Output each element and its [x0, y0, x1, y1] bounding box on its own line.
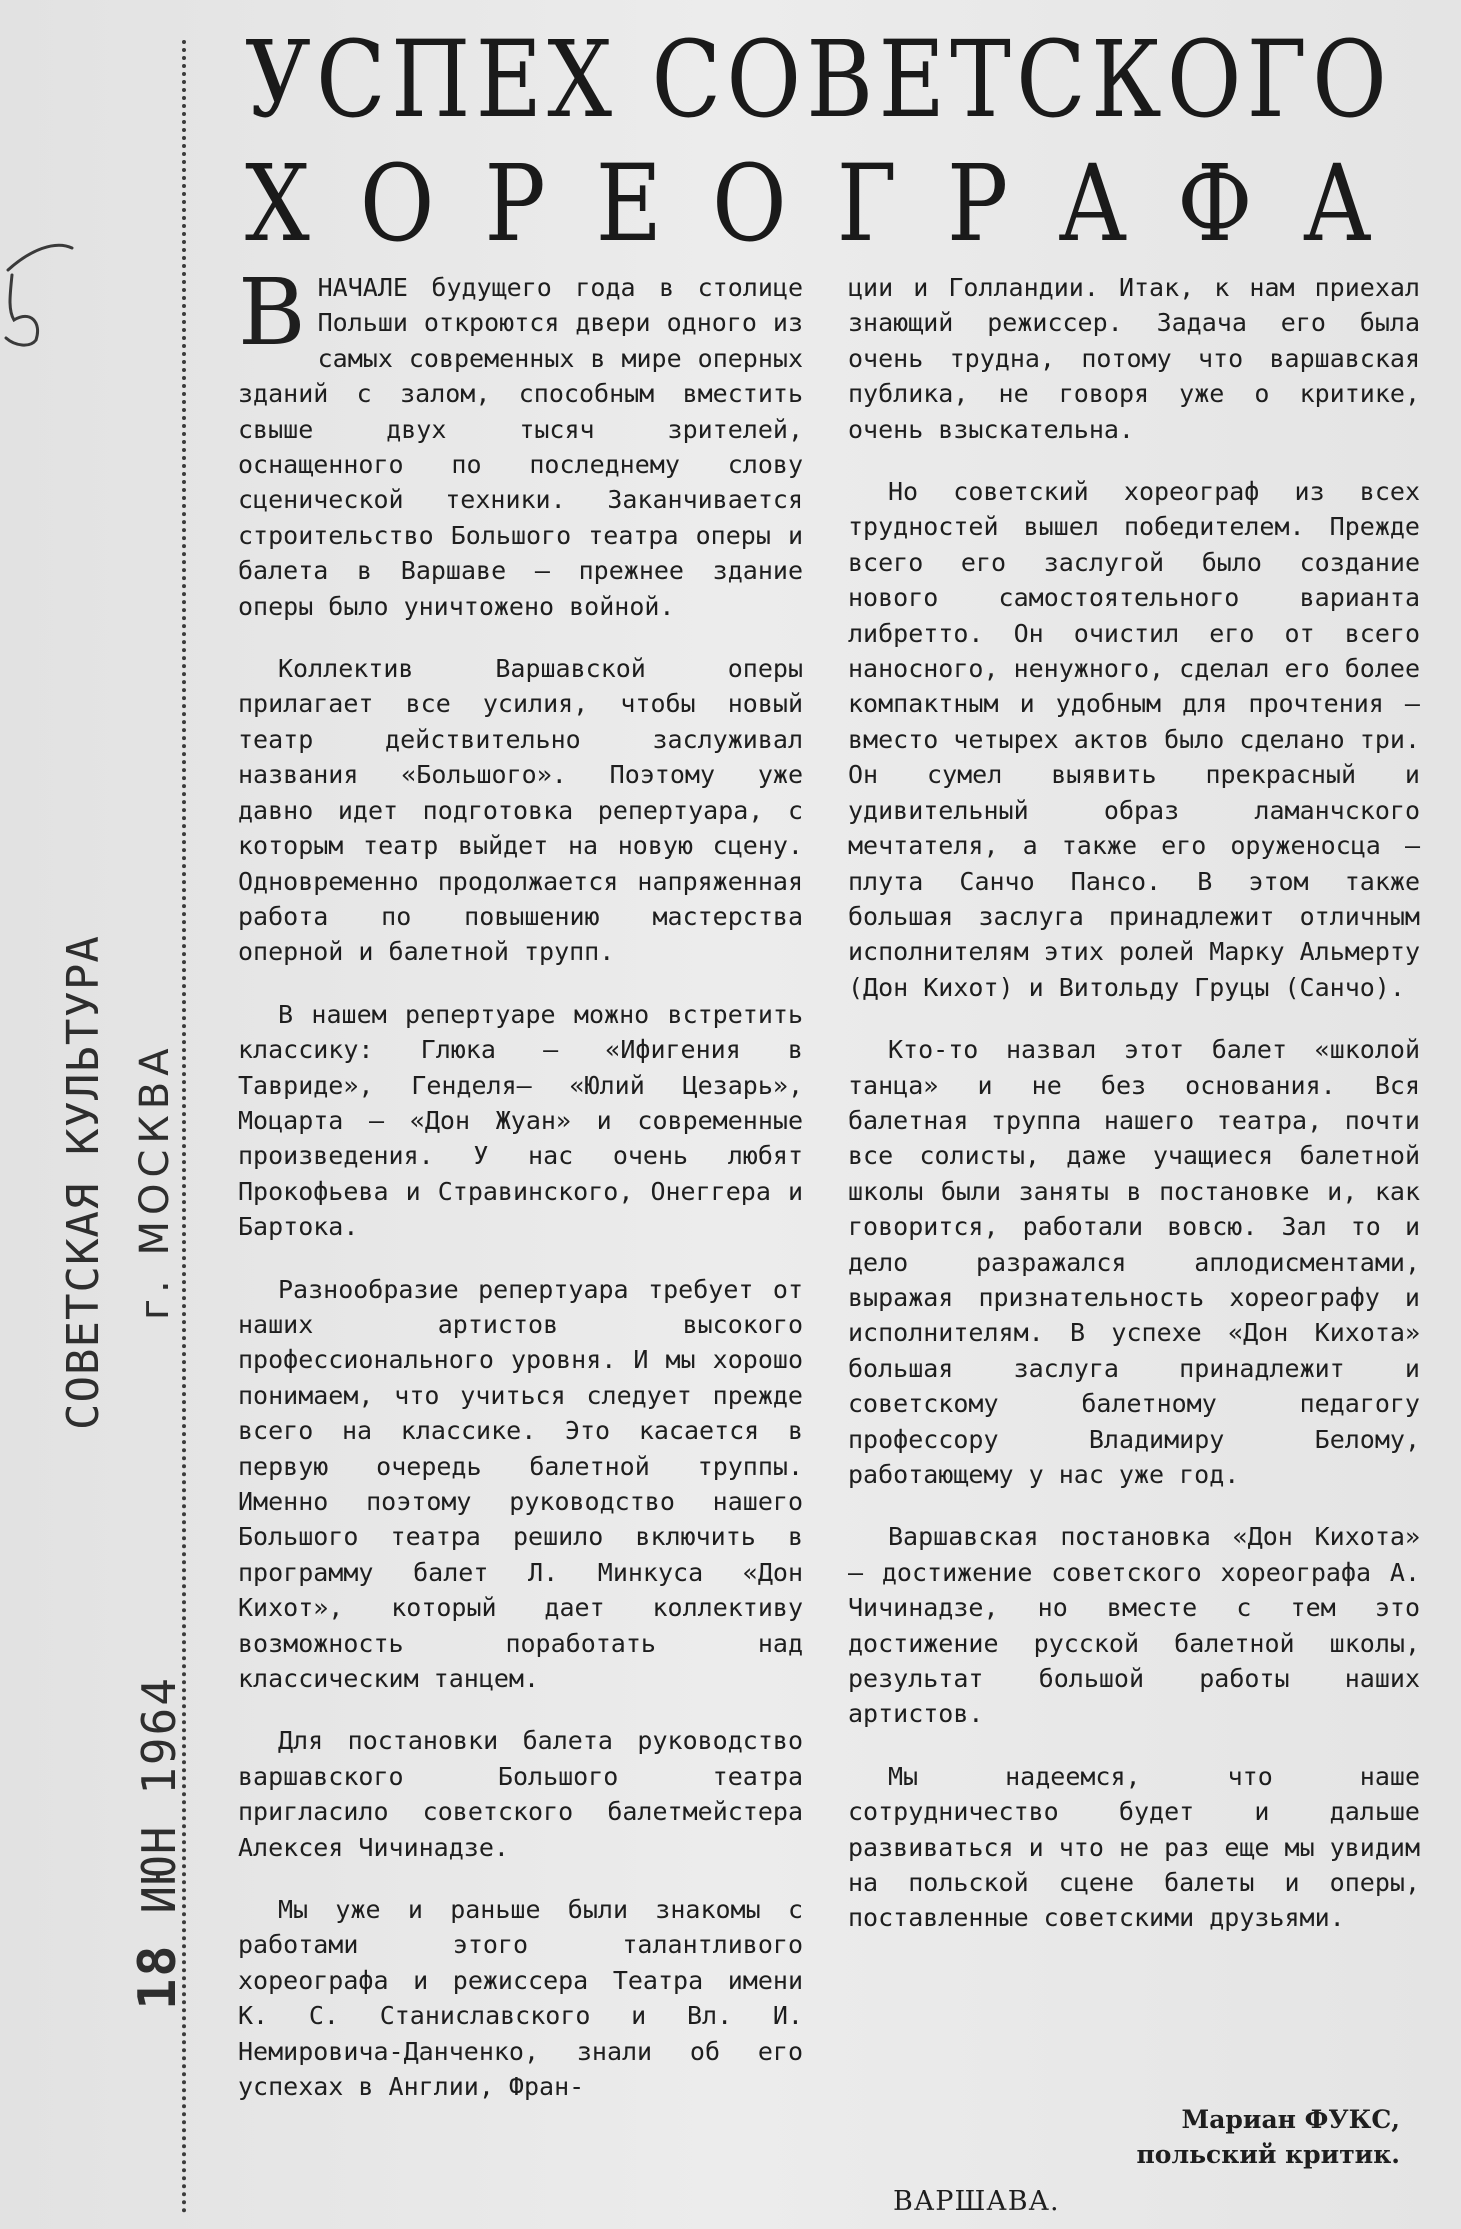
stamp-month-year: ИЮН 1964: [132, 1676, 186, 1914]
paragraph: Мы уже и раньше были знакомы с работами этого талантливого хореографа и режиссера Театра имени К. С. Станиславского и Вл. И. Немировича-Данченко, знали об его успехах в Англии, Фран-: [238, 1895, 803, 2102]
stamp-city: г. МОСКВА: [132, 1042, 178, 1320]
author-title: польский критик.: [1136, 2140, 1400, 2169]
paragraph: Для постановки балета руководство варшавского Большого театра пригласило советского балетмейстера Алексея Чичинадзе.: [238, 1726, 803, 1862]
paragraph: Разнообразие репертуара требует от наших артистов высокого профессионального уровня. И мы хорошо понимаем, что учиться следует прежде всего на классике. Это касается в первую очередь балетной труппы. Именно поэтому руководство нашего Большого театра решило включить в программу балет Л. Минкуса «Дон Кихот», который дает коллективу возможность поработать над классическим танцем.: [238, 1274, 803, 1694]
paragraph: Варшавская постановка «Дон Кихота» — достижение советского хореографа А. Чичинадзе, но вместе с тем это достижение русской балетной школы, результат большой работы наших артистов.: [848, 1522, 1420, 1729]
article-left-column: [238, 259, 803, 2132]
paragraph-continuation: ции и Голландии. Итак, к нам приехал знающий режиссер. Задача его была очень трудна, потому что варшавская публика, не говоря уже о критике, очень взыскательна.: [848, 273, 1420, 444]
paragraph: ВНАЧАЛЕ будущего года в столице Польши откроются двери одного из самых современных в мире оперных зданий с залом, способным вместить свыше двух тысяч зрителей, оснащенного по последнему слову сценической техники. Заканчивается строительство Большого театра оперы и балета в Варшаве — прежнее здание оперы было уничтожено войной.: [238, 259, 803, 621]
paragraph: Кто-то назвал этот балет «школой танца» и не без основания. Вся балетная труппа нашего театра, почти все солисты, даже учащиеся балетной школы были заняты в постановке и, как говорится, работали вовсю. Зал то и дело разражался аплодисментами, выражая признательность хореографу и исполнителям. В успехе «Дон Кихота» большая заслуга принадлежит и советскому балетному педагогу профессору Владимиру Белому, работающему у нас уже год.: [848, 1035, 1420, 1489]
pencil-number-mark: [0, 230, 80, 350]
archive-stamp: [20, 900, 188, 2080]
article-right-column: [848, 270, 1420, 1963]
paragraph: Коллектив Варшавской оперы прилагает все усилия, чтобы новый театр действительно заслуживал названия «Большого». Поэтому уже давно идет подготовка репертуара, с которым театр выйдет на новую сцену. Одновременно продолжается напряженная работа по повышению мастерства оперной и балетной трупп.: [238, 654, 803, 967]
author-signature: [1000, 2102, 1400, 2172]
dotted-divider: [182, 40, 186, 2215]
stamp-date: [128, 1676, 188, 2010]
headline: [245, 18, 1422, 266]
paragraph: В нашем репертуаре можно встретить классику: Глюка — «Ифигения в Тавриде», Генделя— «Юлий Цезарь», Моцарта — «Дон Жуан» и современные произведения. У нас очень любят Прокофьева и Стравинского, Онеггера и Бартока.: [238, 999, 803, 1242]
dateline: ВАРШАВА.: [893, 2186, 1060, 2217]
paragraph: Мы надеемся, что наше сотрудничество будет и дальше развиваться и что не раз еще мы увидим на польской сцене балеты и оперы, поставленные советскими друзьями.: [848, 1761, 1420, 1933]
headline-line-2: ХОРЕОГРАФА: [245, 142, 1422, 265]
author-name: Мариан ФУКС,: [1181, 2105, 1400, 2134]
stamp-day: 18: [128, 1943, 188, 2010]
headline-line-1: УСПЕХ СОВЕТСКОГО: [245, 18, 1393, 141]
drop-cap: В: [238, 259, 306, 366]
paragraph: Но советский хореограф из всех трудностей вышел победителем. Прежде всего его заслугой было создание нового самостоятельного варианта либретто. Он очистил его от всего наносного, ненужного, сделал его более компактным и удобным для прочтения — вместо четырех актов было сделано три. Он сумел выявить прекрасный и удивительный образ ламанчского мечтателя, а также его оруженосца — плута Санчо Пансо. В этом также большая заслуга принадлежит отличным исполнителям этих ролей Марку Альмерту (Дон Кихот) и Витольду Груцы (Санчо).: [848, 477, 1420, 1002]
stamp-newspaper-name: СОВЕТСКАЯ КУЛЬТУРА: [58, 935, 109, 1430]
